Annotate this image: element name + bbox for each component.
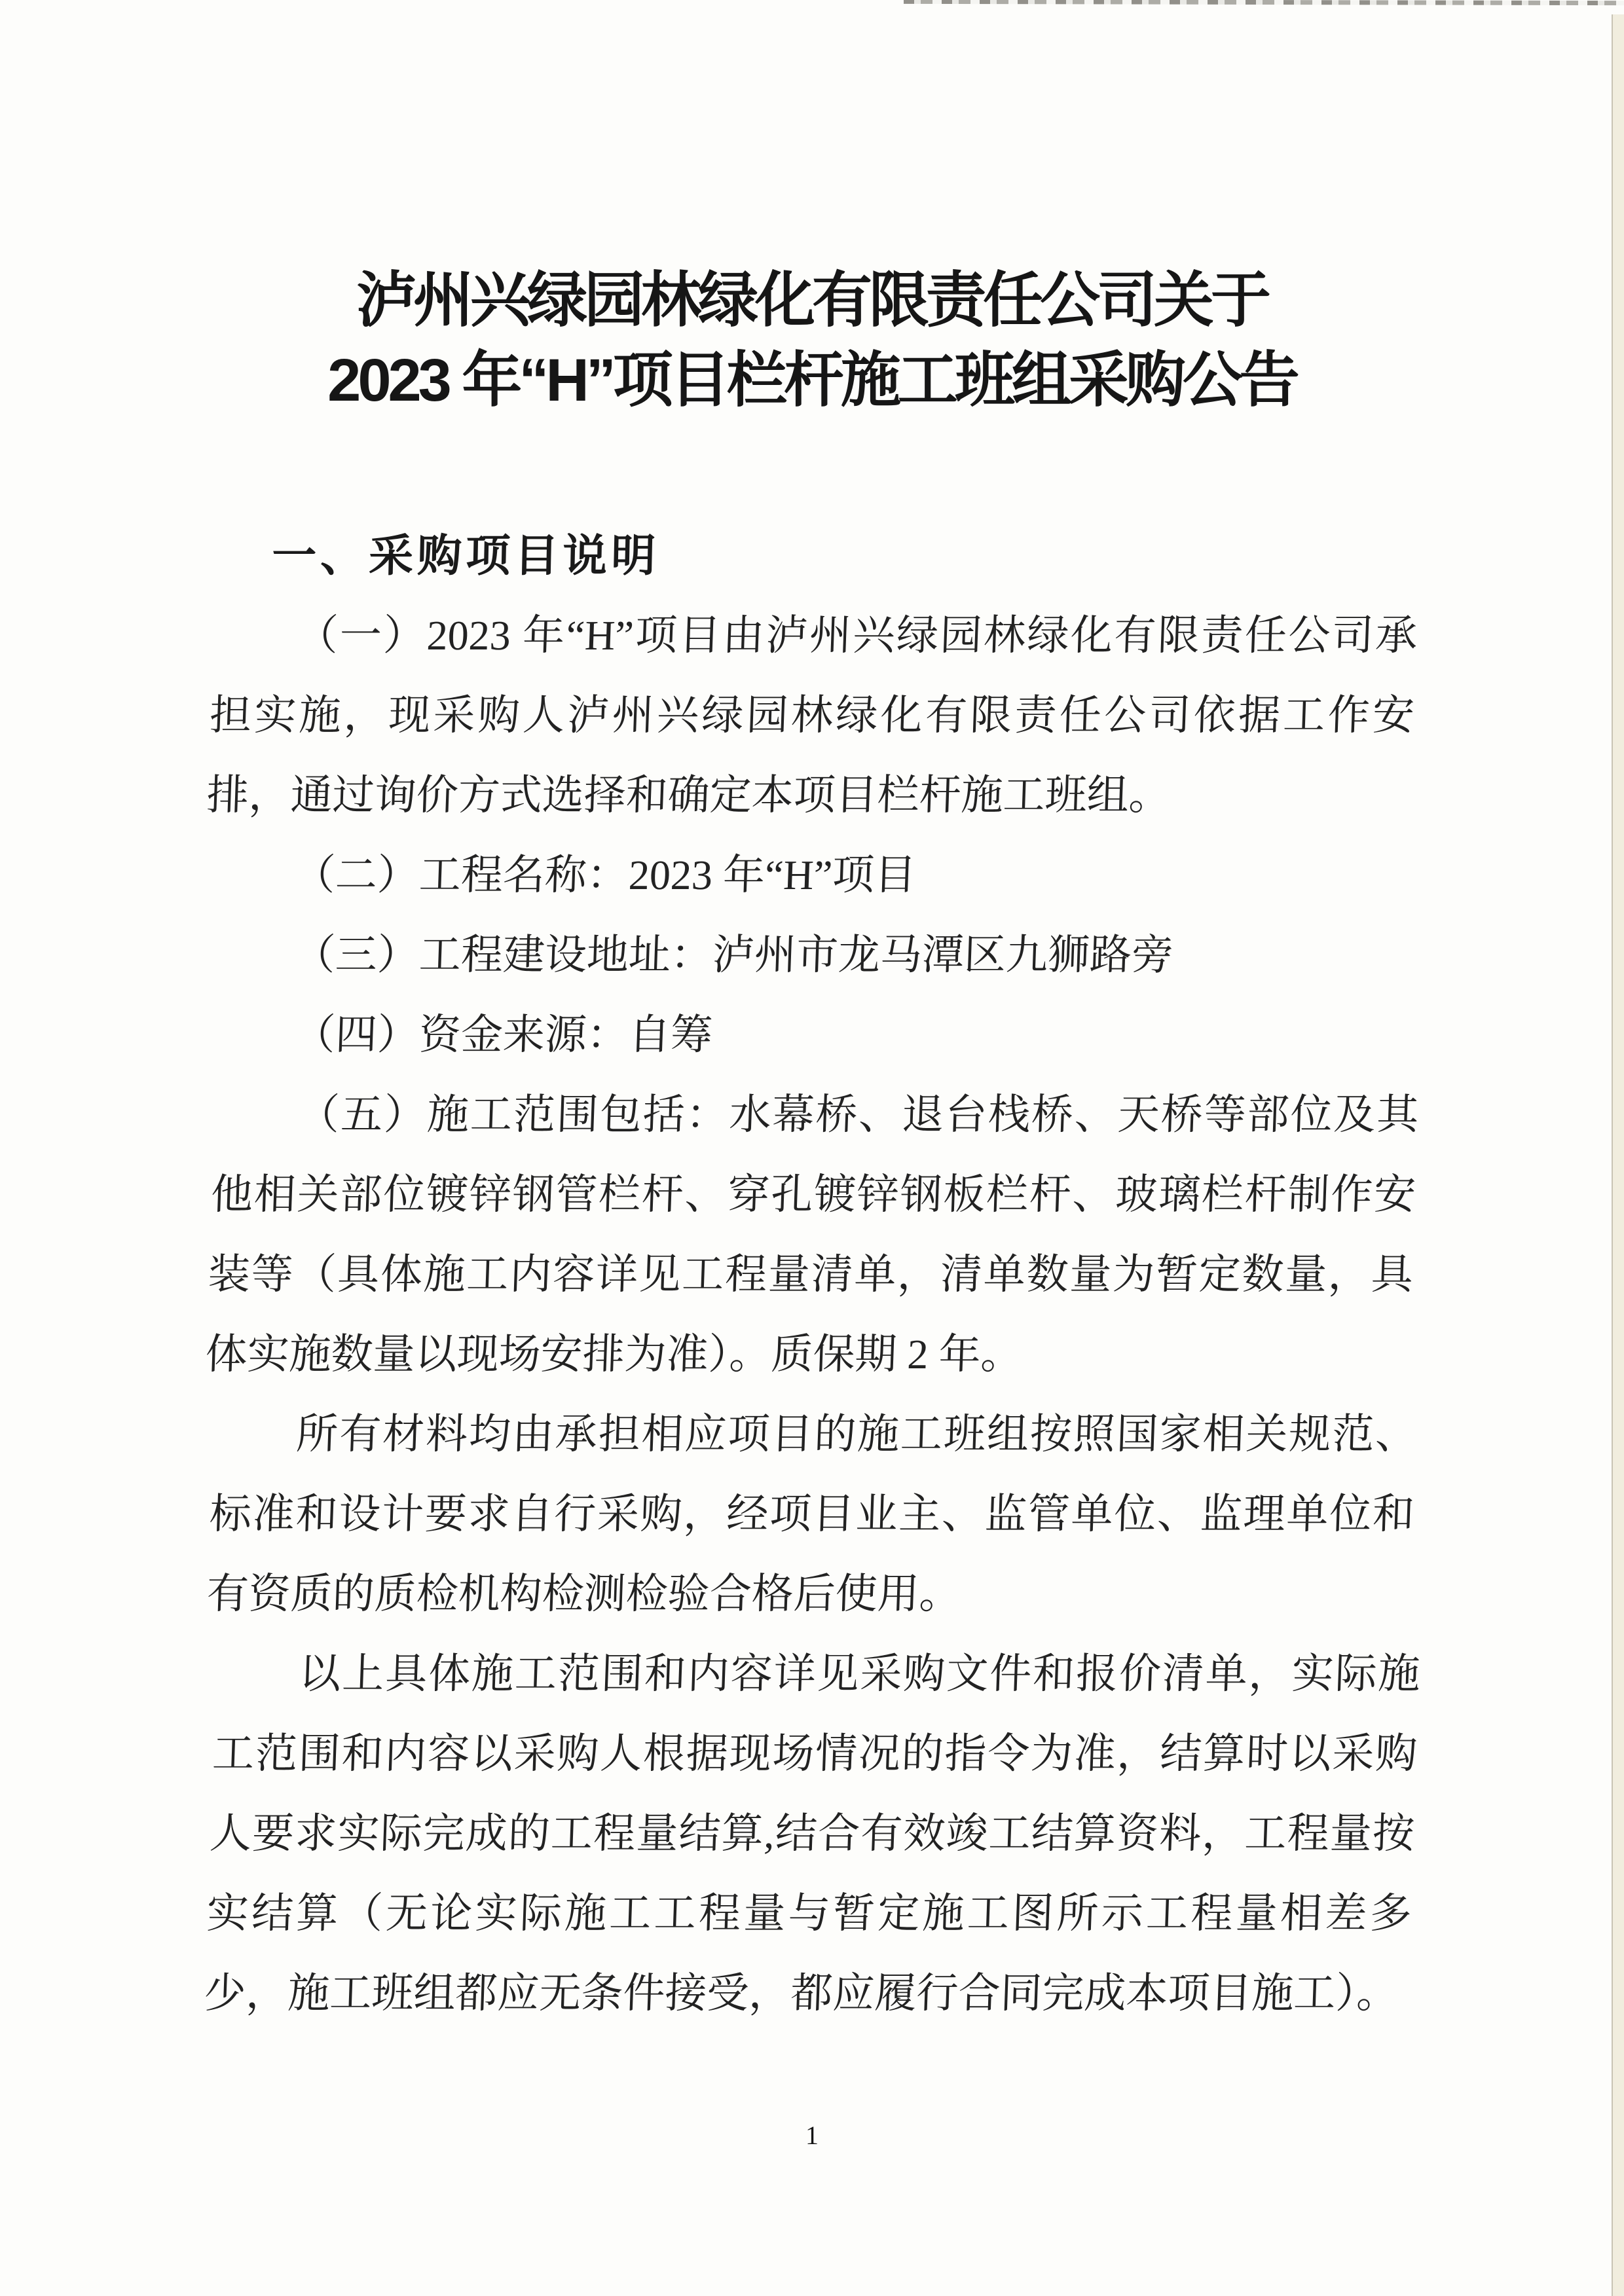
paragraph-project-overview: （一）2023 年“H”项目由泸州兴绿园林绿化有限责任公司承担实施，现采购人泸州兴绿园林绿化有限责任公司依据工作安排，通过询价方式选择和确定本项目栏杆施工班组。 [206, 612, 1418, 818]
paragraph-funding-source: （四）资金来源：自筹 [292, 1011, 714, 1058]
document-title-line-2: 2023 年“H”项目栏杆施工班组采购公告 [327, 347, 1297, 414]
paragraph-construction-address: （三）工程建设地址：泸州市龙马潭区九狮路旁 [292, 932, 1175, 978]
document-title [0, 261, 1624, 420]
paragraph-materials-requirements: 所有材料均由承担相应项目的施工班组按照国家相关规范、标准和设计要求自行采购，经项目业主、监管单位、监理单位和有资质的质检机构检测检验合格后使用。 [206, 1411, 1418, 1617]
paragraph-project-name: （二）工程名称：2023 年“H”项目 [292, 852, 917, 898]
document-body [203, 516, 1421, 2033]
scan-artifact-top-edge [904, 0, 1624, 5]
section-heading-procurement-description: 一、采购项目说明 [271, 531, 660, 581]
document-title-line-1: 泸州兴绿园林绿化有限责任公司关于 [356, 267, 1268, 334]
page-number: 1 [805, 2121, 819, 2150]
paragraph-settlement-terms: 以上具体施工范围和内容详见采购文件和报价清单，实际施工范围和内容以采购人根据现场情况的指令为准，结算时以采购人要求实际完成的工程量结算,结合有效竣工结算资料，工程量按实结算（无论实际施工工程量与暂定施工图所示工程量相差多少，施工班组都应无条件接受，都应履行合同完成本项目施工）。 [203, 1650, 1421, 2016]
paragraph-construction-scope: （五）施工范围包括：水幕桥、退台栈桥、天桥等部位及其他相关部位镀锌钢管栏杆、穿孔镀锌钢板栏杆、玻璃栏杆制作安装等（具体施工内容详见工程量清单，清单数量为暂定数量，具体实施数量以现场安排为准）。质保期 2 年。 [204, 1091, 1420, 1377]
